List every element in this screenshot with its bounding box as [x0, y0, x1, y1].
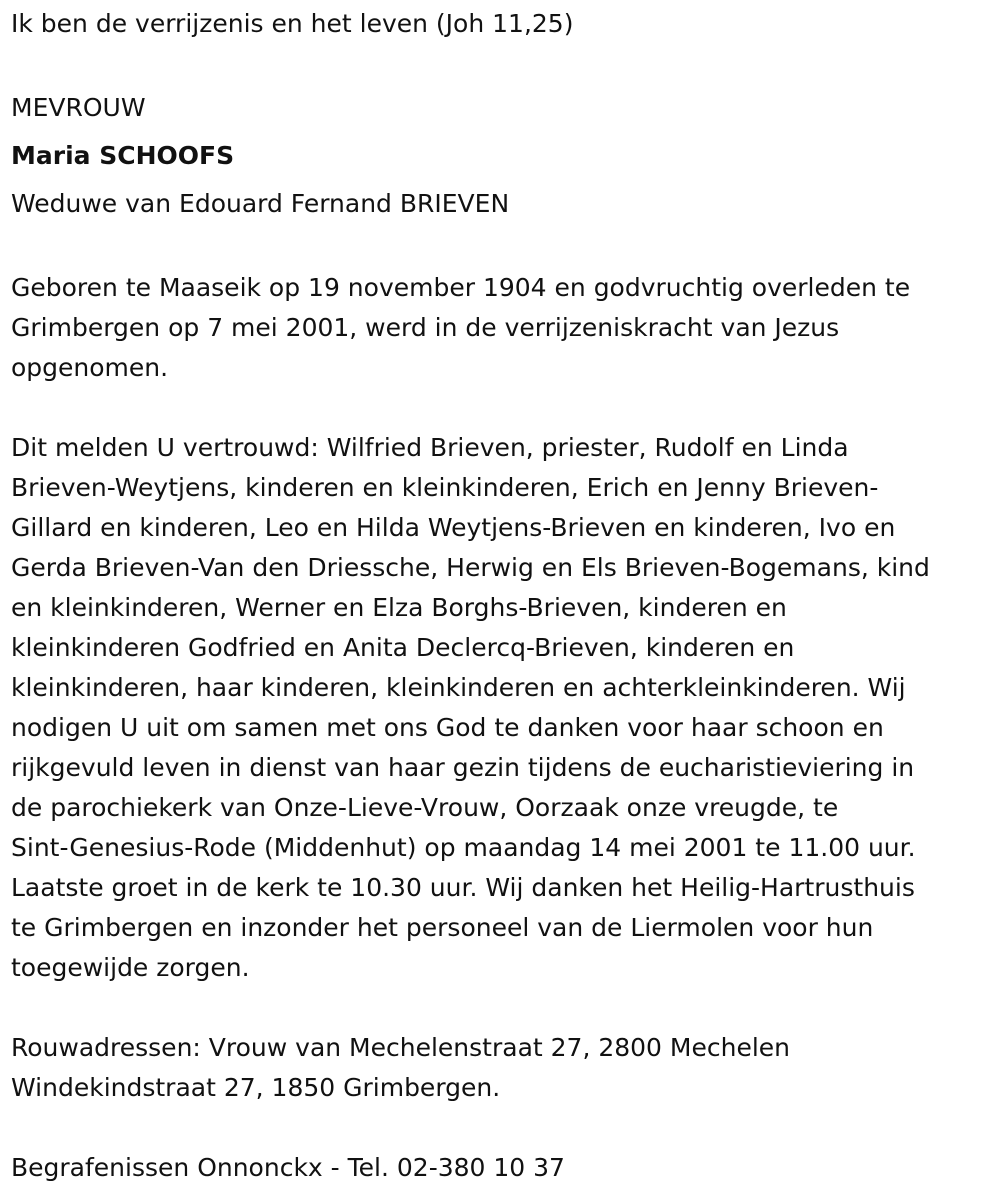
paragraph-line: toegewijde zorgen. — [11, 953, 250, 982]
paragraph-line: rijkgevuld leven in dienst van haar gezin tijdens de eucharistieviering in — [11, 753, 915, 782]
deceased-relation: Weduwe van Edouard Fernand BRIEVEN — [11, 189, 510, 218]
paragraph-line: Gillard en kinderen, Leo en Hilda Weytjens-Brieven en kinderen, Ivo en — [11, 513, 896, 542]
addresses-paragraph — [11, 1028, 980, 1108]
paragraph-line: kleinkinderen Godfried en Anita Declercq-Brieven, kinderen en — [11, 633, 795, 662]
paragraph-line: kleinkinderen, haar kinderen, kleinkinderen en achterkleinkinderen. Wij — [11, 673, 906, 702]
paragraph-line: te Grimbergen en inzonder het personeel van de Liermolen voor hun — [11, 913, 874, 942]
spacer — [11, 1108, 980, 1148]
spacer — [11, 388, 980, 428]
deceased-prefix: MEVROUW — [11, 93, 146, 122]
paragraph-line: nodigen U uit om samen met ons God te danken voor haar schoon en — [11, 713, 884, 742]
bible-quote: Ik ben de verrijzenis en het leven (Joh 11,25) — [11, 9, 574, 38]
paragraph-line: Gerda Brieven-Van den Driessche, Herwig en Els Brieven-Bogemans, kind — [11, 553, 930, 582]
paragraph-line: opgenomen. — [11, 353, 169, 382]
paragraph-line: Sint-Genesius-Rode (Middenhut) op maandag 14 mei 2001 te 11.00 uur. — [11, 833, 916, 862]
paragraph-line: Laatste groet in de kerk te 10.30 uur. Wij danken het Heilig-Hartrusthuis — [11, 873, 915, 902]
paragraph-line: Geboren te Maaseik op 19 november 1904 en godvruchtig overleden te — [11, 273, 911, 302]
paragraph-line: en kleinkinderen, Werner en Elza Borghs-Brieven, kinderen en — [11, 593, 787, 622]
paragraph-line: Dit melden U vertrouwd: Wilfried Brieven, priester, Rudolf en Linda — [11, 433, 849, 462]
funeral-home: Begrafenissen Onnonckx - Tel. 02-380 10 37 — [11, 1153, 565, 1182]
spacer — [11, 44, 980, 84]
birth-death-paragraph — [11, 268, 980, 388]
spacer — [11, 228, 980, 268]
spacer — [11, 988, 980, 1028]
address-line: Windekindstraat 27, 1850 Grimbergen. — [11, 1073, 501, 1102]
paragraph-line: Grimbergen op 7 mei 2001, werd in de verrijzeniskracht van Jezus — [11, 313, 840, 342]
address-line: Rouwadressen: Vrouw van Mechelenstraat 27, 2800 Mechelen — [11, 1033, 791, 1062]
paragraph-line: Brieven-Weytjens, kinderen en kleinkinderen, Erich en Jenny Brieven- — [11, 473, 879, 502]
announcement-paragraph — [11, 428, 980, 988]
deceased-name: Maria SCHOOFS — [11, 141, 235, 170]
paragraph-line: de parochiekerk van Onze-Lieve-Vrouw, Oorzaak onze vreugde, te — [11, 793, 839, 822]
